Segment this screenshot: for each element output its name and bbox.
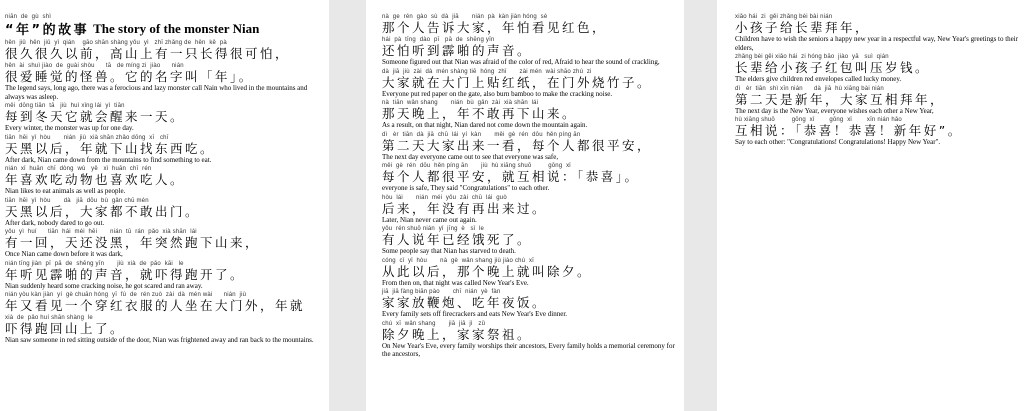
chinese-line: 从此以后，那个晚上就叫除夕。 bbox=[382, 263, 593, 279]
english-translation: As a result, on that night, Nian dared not come down the mountain again. bbox=[382, 121, 588, 129]
chinese-line: 每个人都很平安，就互相说：「恭喜」。 bbox=[382, 169, 640, 184]
english-translation: The elders give children red envelopes called lucky money. bbox=[735, 75, 902, 83]
english-translation: The next day is the New Year, everyone wishes each other a New Year, bbox=[735, 106, 934, 115]
text-block bbox=[5, 292, 323, 313]
text-block bbox=[382, 258, 678, 288]
english-translation: Nian likes to eat animals as well as people. bbox=[5, 187, 126, 195]
chinese-line: 有人说年已经饿死了。 bbox=[382, 232, 533, 247]
chinese-line: 有一回，天还没黑，年突然跑下山来， bbox=[5, 235, 261, 250]
pinyin-line: chú xī wǎn shang jiā jiā jì zǔ bbox=[382, 320, 486, 327]
chinese-line: 大家就在大门上贴红纸，在门外烧竹子。 bbox=[382, 74, 653, 90]
pinyin-line: nián tīng jiàn pī pā de shēng yīn jiù xià de pǎo kāi le bbox=[5, 260, 184, 267]
pinyin-line: tiān hēi yǐ hòu nián jiù xià shān zhǎo dōng xī chī bbox=[5, 134, 169, 141]
chinese-line: 吓得跑回山上了。 bbox=[5, 321, 126, 336]
pinyin-line: hěn jiǔ hěn jiǔ yǐ qián gāo shān shàng yǒu yì zhī zhǎng de hěn kě pà bbox=[5, 40, 227, 46]
pinyin-line: nián yòu kàn jiàn yí gè chuān hóng yī fú de rén zuò zài dà mén wài nián jiù bbox=[5, 292, 247, 298]
english-translation: After dark, nobody dared to go out. bbox=[5, 218, 105, 227]
text-block bbox=[5, 135, 323, 165]
chinese-line: 第二天大家出来一看，每个人都很平安， bbox=[382, 137, 653, 153]
pinyin-line: nà ge rén gào sù dà jiā nián pà kàn jiàn hóng sè bbox=[382, 14, 548, 20]
text-block bbox=[382, 14, 678, 35]
pinyin-line: dà jiā jiù zài dà mén shàng tiē hóng zhǐ zài mén wài shāo zhú zi bbox=[382, 68, 592, 75]
chinese-line: 每到冬天它就会醒来一天。 bbox=[5, 109, 186, 124]
pinyin-line: xià de pǎo huí shān shàng le bbox=[5, 315, 93, 321]
pinyin-line: jiā jiā fàng biān pào chī nián yè fàn bbox=[382, 289, 501, 295]
chinese-line: 年听见霹啪的声音，就吓得跑开了。 bbox=[5, 266, 246, 282]
text-block bbox=[5, 315, 323, 345]
pinyin-line: yǒu rén shuō nián yǐ jīng è sǐ le bbox=[382, 226, 485, 232]
chinese-line: 很爱睡觉的怪兽。它的名字叫「年」。 bbox=[5, 69, 254, 84]
pinyin-line: nà tiān wǎn shang nián bù gǎn zài xià shān lái bbox=[382, 100, 539, 106]
text-block bbox=[735, 14, 1020, 52]
english-translation: Nian suddenly heard some cracking noise, he got scared and ran away. bbox=[5, 281, 203, 290]
english-translation: Nian saw someone in red sitting outside of the door, Nian was frightened away and ran back to the mountains. bbox=[5, 336, 314, 344]
english-translation: Say to each other: "Congratulations! Congratulations! Happy New Year". bbox=[735, 138, 941, 146]
chinese-line: 小孩子给长辈拜年， bbox=[735, 20, 871, 35]
chinese-line: 后来，年没有再出来过。 bbox=[382, 200, 548, 216]
text-block bbox=[5, 40, 323, 61]
text-block bbox=[5, 198, 323, 228]
pinyin-line: měi gè rén dōu hěn píng ān jiù hù xiāng shuō gōng xǐ bbox=[382, 163, 571, 169]
english-translation: Everyone put red paper on the gate, also burn bamboo to make the cracking noise. bbox=[382, 89, 613, 98]
text-block bbox=[5, 166, 323, 196]
chinese-line: 天黑以后，大家都不敢出门。 bbox=[5, 203, 201, 219]
english-translation: Once Nian came down before it was dark, bbox=[5, 250, 123, 258]
document-page-2 bbox=[366, 0, 684, 411]
text-block bbox=[382, 195, 678, 225]
chinese-line: 天黑以后，年就下山找东西吃。 bbox=[5, 140, 216, 156]
english-translation: Every winter, the monster was up for one day. bbox=[5, 124, 134, 132]
title-chinese: “年”的故事 bbox=[5, 23, 90, 38]
text-block bbox=[735, 86, 1020, 116]
chinese-line: 年又看见一个穿红衣服的人坐在大门外，年就 bbox=[5, 298, 306, 313]
document-page-1 bbox=[0, 0, 329, 411]
pinyin-line: tiān hēi yǐ hòu dà jiā dōu bù gǎn chū mén bbox=[5, 197, 149, 204]
english-translation: After dark, Nian came down from the mountains to find something to eat. bbox=[5, 155, 212, 164]
text-block bbox=[382, 289, 678, 319]
english-translation: The next day everyone came out to see that everyone was safe, bbox=[382, 152, 559, 161]
chinese-line: 那天晚上，年不敢再下山来。 bbox=[382, 106, 578, 121]
text-block bbox=[382, 100, 678, 130]
english-translation: Every family sets off firecrackers and eats New Year's Eve dinner. bbox=[382, 310, 568, 318]
chinese-line: 长辈给小孩子红包叫压岁钱。 bbox=[735, 60, 931, 75]
title-english: The story of the monster Nian bbox=[93, 21, 260, 36]
pinyin-line: cóng cǐ yǐ hòu nà gè wǎn shang jiù jiào chú xī bbox=[382, 257, 535, 264]
text-block bbox=[382, 321, 678, 359]
text-block bbox=[382, 226, 678, 256]
text-block bbox=[382, 163, 678, 193]
pinyin-line: dì èr tiān shì xīn nián dà jiā hù xiāng bài nián bbox=[735, 85, 884, 92]
title-pinyin: niān de gù shì bbox=[5, 14, 52, 20]
page-3-text bbox=[735, 14, 1020, 147]
chinese-line: 第二天是新年，大家互相拜年， bbox=[735, 91, 946, 107]
text-block bbox=[382, 37, 678, 67]
chinese-line: 很久很久以前，高山上有一只长得很可怕， bbox=[5, 46, 291, 61]
page-2-text bbox=[382, 14, 678, 359]
english-translation: On New Year's Eve, every family worships their ancestors, Every family holds a memorial ceremony for the ancestors, bbox=[382, 341, 675, 358]
chinese-line: 年喜欢吃动物也喜欢吃人。 bbox=[5, 172, 186, 187]
text-block bbox=[735, 54, 1020, 84]
pinyin-line: yǒu yì huí tiān hái méi hēi nián tū rán pǎo xià shān lái bbox=[5, 229, 197, 235]
text-block bbox=[5, 229, 323, 259]
pinyin-line: měi dōng tiān tā jiù huì xǐng lái yì tiān bbox=[5, 103, 125, 109]
english-translation: Some people say that Nian has starved to death. bbox=[382, 247, 516, 255]
text-block bbox=[5, 63, 323, 101]
chinese-line: 还怕听到霹啪的声音。 bbox=[382, 43, 533, 58]
pinyin-line: hù xiāng shuō gōng xǐ gōng xǐ xīn nián hǎo bbox=[735, 117, 902, 123]
text-block bbox=[5, 103, 323, 133]
pinyin-line: xiǎo hái zi gěi zhǎng bèi bài nián bbox=[735, 14, 833, 20]
text-block bbox=[382, 69, 678, 99]
english-translation: From then on, that night was called New Year's Eve. bbox=[382, 278, 529, 287]
english-translation: Children have to wish the seniors a happy new year in a respectful way, New Year's greetings to their elders, bbox=[735, 35, 1019, 52]
page-1-text bbox=[5, 40, 323, 345]
pinyin-line: hěn ài shuì jiào de guài shòu tā de míng zi jiào nián bbox=[5, 63, 184, 69]
title-block bbox=[5, 14, 323, 38]
english-translation: everyone is safe, They said "Congratulations" to each other. bbox=[382, 184, 550, 192]
english-translation: The legend says, long ago, there was a ferocious and lazy monster call Nain who lived in the mountains and always was asleep. bbox=[5, 84, 308, 101]
english-translation: Someone figured out that Nian was afraid of the color of red, Afraid to hear the sound of crackling, bbox=[382, 58, 660, 66]
english-translation: Later, Nian never came out again. bbox=[382, 215, 477, 224]
chinese-line: 除夕晚上，家家祭祖。 bbox=[382, 326, 533, 342]
pinyin-line: dì èr tiān dà jiā chū lái yí kàn měi gè rén dōu hěn píng ān bbox=[382, 131, 581, 138]
text-block bbox=[735, 117, 1020, 147]
text-block bbox=[5, 261, 323, 291]
document-page-3 bbox=[717, 0, 1024, 411]
pinyin-line: hòu lái nián méi yǒu zài chū lái guò bbox=[382, 194, 507, 201]
chinese-line: 家家放鞭炮、吃年夜饭。 bbox=[382, 295, 548, 310]
pinyin-line: nián xǐ huān chī dòng wù yě xǐ huān chī rén bbox=[5, 166, 152, 172]
pinyin-line: zhǎng bèi gěi xiǎo hái zi hóng bāo jiào yā suì qián bbox=[735, 54, 889, 60]
chinese-line: 互相说：「恭喜！恭喜！新年好”。 bbox=[735, 123, 963, 138]
chinese-line: 那个人告诉大家，年怕看见红色， bbox=[382, 20, 608, 35]
pinyin-line: hái pà tīng dào pī pā de shēng yīn bbox=[382, 37, 495, 43]
text-block bbox=[382, 132, 678, 162]
document-title bbox=[5, 21, 323, 38]
